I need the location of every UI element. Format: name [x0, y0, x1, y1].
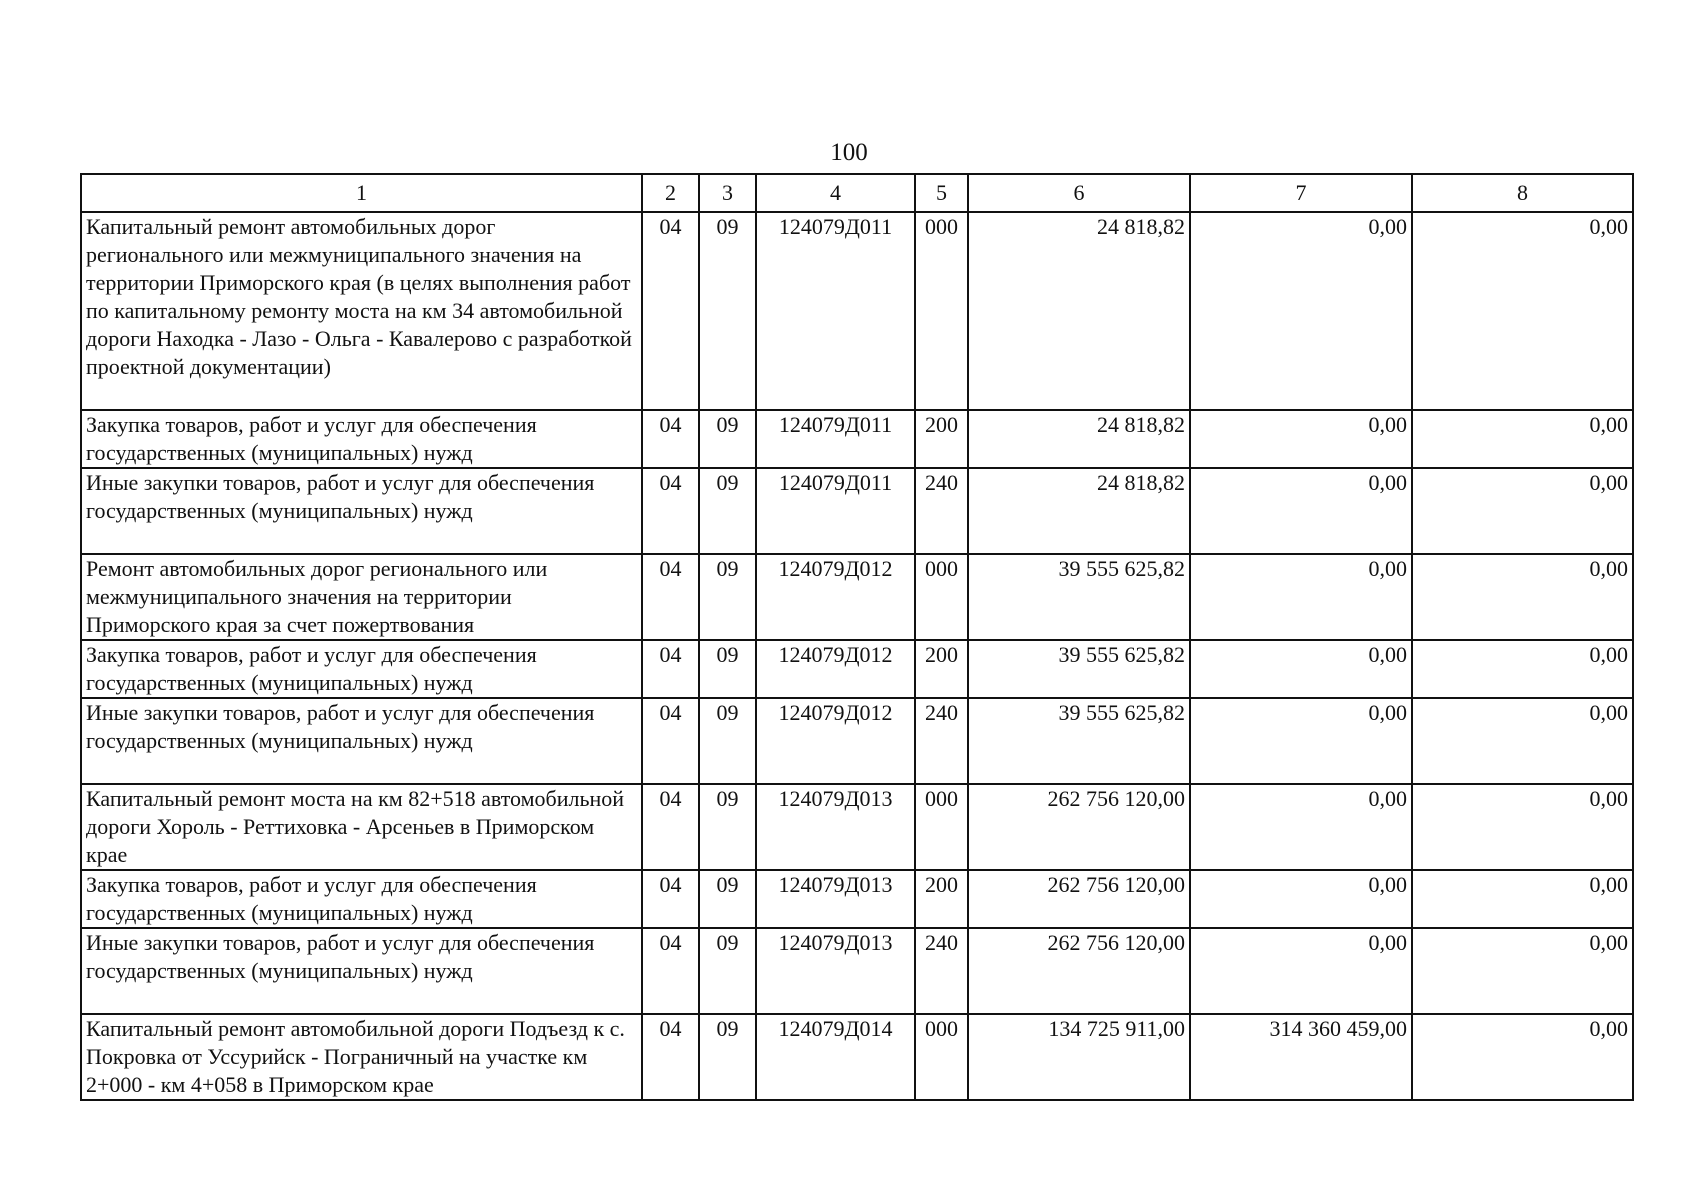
row-description: Закупка товаров, работ и услуг для обеспечения государственных (муниципальных) нужд	[81, 870, 642, 928]
table-row	[81, 698, 1633, 784]
row-description: Иные закупки товаров, работ и услуг для обеспечения государственных (муниципальных) нужд	[81, 468, 642, 554]
row-amount-col8: 0,00	[1412, 784, 1633, 870]
row-subsection: 09	[699, 1014, 756, 1100]
row-amount-col8: 0,00	[1412, 928, 1633, 1014]
row-amount-col6: 39 555 625,82	[968, 554, 1190, 640]
row-description: Ремонт автомобильных дорог регионального или межмуниципального значения на территории Приморского края за счет пожертвования	[81, 554, 642, 640]
row-amount-col7: 0,00	[1190, 698, 1412, 784]
table-row	[81, 1014, 1633, 1100]
row-amount-col8: 0,00	[1412, 1014, 1633, 1100]
row-description: Иные закупки товаров, работ и услуг для обеспечения государственных (муниципальных) нужд	[81, 928, 642, 1014]
row-subsection: 09	[699, 784, 756, 870]
row-subsection: 09	[699, 640, 756, 698]
row-subsection: 09	[699, 554, 756, 640]
row-expense-type: 240	[915, 928, 968, 1014]
table-body	[81, 212, 1633, 1100]
row-section: 04	[642, 870, 699, 928]
row-amount-col7: 0,00	[1190, 928, 1412, 1014]
table-row	[81, 410, 1633, 468]
row-amount-col6: 24 818,82	[968, 212, 1190, 410]
row-section: 04	[642, 554, 699, 640]
row-amount-col8: 0,00	[1412, 212, 1633, 410]
row-amount-col8: 0,00	[1412, 870, 1633, 928]
row-amount-col7: 0,00	[1190, 410, 1412, 468]
row-amount-col6: 24 818,82	[968, 410, 1190, 468]
row-section: 04	[642, 698, 699, 784]
row-target-article: 124079Д011	[756, 212, 915, 410]
row-expense-type: 200	[915, 640, 968, 698]
row-description: Капитальный ремонт автомобильных дорог регионального или межмуниципального значения на территории Приморского края (в целях выполнения работ по капитальному ремонту моста на км 34 автомобильной дороги Находка - Лазо - Ольга - Кавалерово с разработкой проектной документации)	[81, 212, 642, 410]
column-header-8: 8	[1412, 174, 1633, 212]
row-expense-type: 240	[915, 698, 968, 784]
row-amount-col6: 39 555 625,82	[968, 698, 1190, 784]
row-description: Закупка товаров, работ и услуг для обеспечения государственных (муниципальных) нужд	[81, 640, 642, 698]
column-header-5: 5	[915, 174, 968, 212]
row-target-article: 124079Д012	[756, 554, 915, 640]
row-expense-type: 000	[915, 554, 968, 640]
row-target-article: 124079Д012	[756, 698, 915, 784]
column-header-6: 6	[968, 174, 1190, 212]
row-description: Капитальный ремонт моста на км 82+518 автомобильной дороги Хороль - Реттиховка - Арсеньев в Приморском крае	[81, 784, 642, 870]
row-subsection: 09	[699, 928, 756, 1014]
table-row	[81, 928, 1633, 1014]
header-row	[81, 174, 1633, 212]
row-amount-col6: 24 818,82	[968, 468, 1190, 554]
table-header	[81, 174, 1633, 212]
row-description: Иные закупки товаров, работ и услуг для обеспечения государственных (муниципальных) нужд	[81, 698, 642, 784]
row-target-article: 124079Д013	[756, 928, 915, 1014]
row-amount-col6: 262 756 120,00	[968, 870, 1190, 928]
row-amount-col8: 0,00	[1412, 410, 1633, 468]
column-header-4: 4	[756, 174, 915, 212]
row-target-article: 124079Д011	[756, 410, 915, 468]
table-row	[81, 784, 1633, 870]
row-description: Закупка товаров, работ и услуг для обеспечения государственных (муниципальных) нужд	[81, 410, 642, 468]
row-section: 04	[642, 410, 699, 468]
row-amount-col7: 0,00	[1190, 554, 1412, 640]
row-expense-type: 000	[915, 1014, 968, 1100]
row-amount-col6: 262 756 120,00	[968, 928, 1190, 1014]
page-number: 100	[830, 139, 868, 166]
budget-table	[80, 173, 1634, 1101]
row-amount-col8: 0,00	[1412, 698, 1633, 784]
row-expense-type: 000	[915, 784, 968, 870]
row-description: Капитальный ремонт автомобильной дороги Подъезд к с. Покровка от Уссурийск - Пограничный на участке км 2+000 - км 4+058 в Приморском крае	[81, 1014, 642, 1100]
row-subsection: 09	[699, 698, 756, 784]
row-amount-col8: 0,00	[1412, 554, 1633, 640]
column-header-2: 2	[642, 174, 699, 212]
row-target-article: 124079Д013	[756, 870, 915, 928]
row-target-article: 124079Д012	[756, 640, 915, 698]
row-amount-col7: 0,00	[1190, 468, 1412, 554]
table-row	[81, 468, 1633, 554]
row-section: 04	[642, 1014, 699, 1100]
table-row	[81, 212, 1633, 410]
row-amount-col7: 314 360 459,00	[1190, 1014, 1412, 1100]
table-row	[81, 640, 1633, 698]
row-amount-col7: 0,00	[1190, 212, 1412, 410]
table-row	[81, 870, 1633, 928]
row-target-article: 124079Д011	[756, 468, 915, 554]
row-subsection: 09	[699, 468, 756, 554]
row-amount-col6: 134 725 911,00	[968, 1014, 1190, 1100]
row-section: 04	[642, 784, 699, 870]
row-target-article: 124079Д013	[756, 784, 915, 870]
row-amount-col8: 0,00	[1412, 468, 1633, 554]
row-amount-col7: 0,00	[1190, 640, 1412, 698]
row-section: 04	[642, 640, 699, 698]
row-amount-col6: 262 756 120,00	[968, 784, 1190, 870]
row-amount-col6: 39 555 625,82	[968, 640, 1190, 698]
row-expense-type: 200	[915, 870, 968, 928]
row-amount-col8: 0,00	[1412, 640, 1633, 698]
row-expense-type: 000	[915, 212, 968, 410]
row-target-article: 124079Д014	[756, 1014, 915, 1100]
row-section: 04	[642, 928, 699, 1014]
row-amount-col7: 0,00	[1190, 870, 1412, 928]
column-header-1: 1	[81, 174, 642, 212]
row-subsection: 09	[699, 212, 756, 410]
column-header-7: 7	[1190, 174, 1412, 212]
row-expense-type: 200	[915, 410, 968, 468]
table-row	[81, 554, 1633, 640]
row-subsection: 09	[699, 410, 756, 468]
column-header-3: 3	[699, 174, 756, 212]
row-subsection: 09	[699, 870, 756, 928]
row-section: 04	[642, 212, 699, 410]
row-expense-type: 240	[915, 468, 968, 554]
row-section: 04	[642, 468, 699, 554]
row-amount-col7: 0,00	[1190, 784, 1412, 870]
